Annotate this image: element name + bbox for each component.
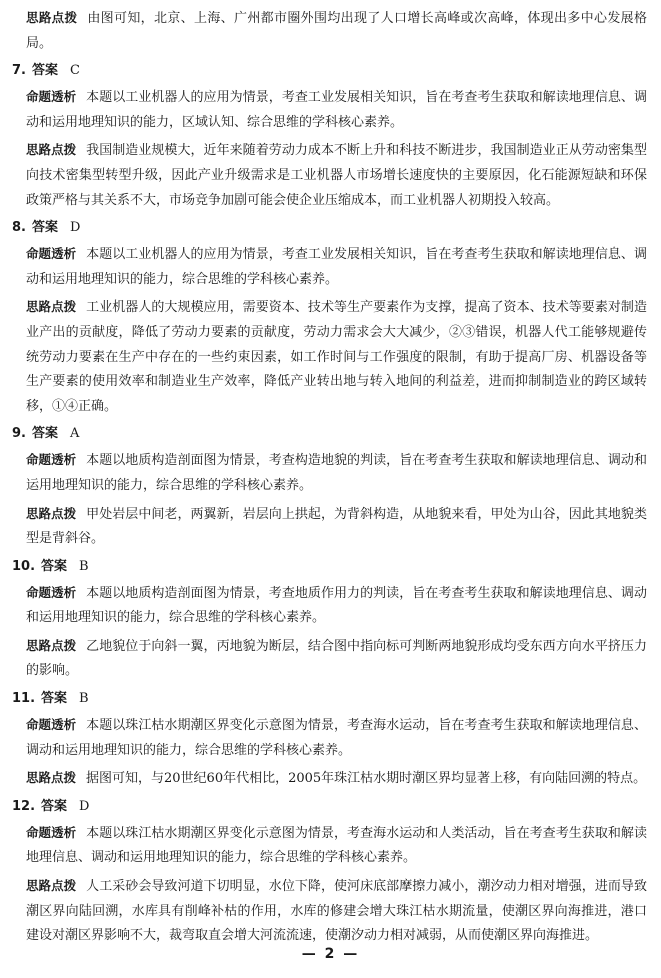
analysis-paragraph	[12, 713, 647, 763]
answer-value: D	[79, 798, 90, 814]
analysis-paragraph	[12, 821, 647, 871]
section-label: 命题透析	[26, 246, 77, 262]
section-text: 工业机器人的大规模应用，需要资本、技术等生产要素作为支撑，提高了资本、技术等要素对制造业产出的贡献度，降低了劳动力要素的贡献度，劳动力需求会大大减少，②③错误，机器人代工能够规避传统劳动力要素在生产中存在的一些约束因素，如工作时间与工作强度的限制，有助于提高厂房、机器设备等生产要素的使用效率和制造业生产效率，降低产业转出地与转入地间的利益差，进而抑制制造业的跨区域转移，①④正确。	[26, 300, 647, 414]
section-label: 命题透析	[26, 824, 77, 840]
page-number: — 2 —	[301, 946, 360, 962]
section-text: 本题以地质构造剖面图为情景，考查地质作用力的判读，旨在考查考生获取和解读地理信息、调动和运用地理知识的能力，综合思维的学科核心素养。	[26, 585, 647, 626]
hint-paragraph	[12, 634, 647, 684]
section-label: 思路点拨	[26, 637, 77, 653]
section-label: 思路点拨	[26, 142, 77, 158]
section-label: 命题透析	[26, 452, 77, 468]
answer-line	[12, 687, 647, 711]
section-text: 甲处岩层中间老，两翼新，岩层向上拱起，为背斜构造，从地貌来看，甲处为山谷，因此其地貌类型是背斜谷。	[26, 506, 647, 547]
question-item-8	[12, 216, 647, 419]
analysis-paragraph	[12, 581, 647, 631]
answer-label: 答案	[31, 63, 58, 79]
section-text: 由图可知，北京、上海、广州都市圈外围均出现了人口增长高峰或次高峰，体现出多中心发展格局。	[26, 11, 647, 51]
section-label: 思路点拨	[26, 299, 77, 315]
analysis-paragraph	[12, 85, 647, 135]
question-number: 7.	[12, 63, 26, 79]
question-item-10	[12, 555, 647, 684]
hint-paragraph	[12, 766, 647, 792]
top-paragraph	[12, 6, 647, 56]
hint-paragraph	[12, 138, 647, 213]
analysis-paragraph	[12, 242, 647, 292]
section-text: 据图可知，与20世纪60年代相比，2005年珠江枯水期时潮区界均显著上移，有向陆回溯的特点。	[86, 771, 647, 787]
section-label: 思路点拨	[26, 505, 77, 521]
question-number: 9.	[12, 426, 26, 442]
section-label: 思路点拨	[26, 770, 77, 786]
answer-label: 答案	[31, 220, 58, 236]
answer-line	[12, 555, 647, 579]
hint-paragraph	[12, 502, 647, 552]
section-text: 本题以工业机器人的应用为情景，考查工业发展相关知识，旨在考查考生获取和解读地理信息、调动和运用地理知识的能力，综合思维的学科核心素养。	[26, 247, 647, 287]
question-number: 10.	[12, 558, 36, 574]
hint-paragraph	[12, 874, 647, 949]
section-text: 人工采砂会导致河道下切明显，水位下降，使河床底部摩擦力减小，潮汐动力相对增强，进而导致潮区界向陆回溯，水库具有削峰补枯的作用，水库的修建会增大珠江枯水期流量，使潮区界向海推进，港口建设对潮区界影响不大，裁弯取直会增大河流流速，使潮汐动力相对减弱，从而使潮区界向海推进。	[26, 879, 647, 944]
answer-label: 答案	[41, 558, 68, 574]
hint-paragraph	[12, 295, 647, 419]
answer-value: B	[79, 558, 89, 574]
section-text: 本题以工业机器人的应用为情景，考查工业发展相关知识，旨在考查考生获取和解读地理信息、调动和运用地理知识的能力，区域认知、综合思维的学科核心素养。	[26, 90, 647, 130]
question-item-12	[12, 795, 647, 949]
answer-label: 答案	[41, 691, 68, 707]
section-text: 乙地貌位于向斜一翼，丙地貌为断层，结合图中指向标可判断两地貌形成均受东西方向水平挤压力的影响。	[26, 638, 647, 679]
section-label: 思路点拨	[26, 878, 77, 894]
answer-value: A	[70, 426, 80, 442]
section-text: 本题以地质构造剖面图为情景，考查构造地貌的判读，旨在考查考生获取和解读地理信息、调动和运用地理知识的能力，综合思维的学科核心素养。	[26, 453, 647, 493]
answer-label: 答案	[41, 798, 68, 814]
answer-line	[12, 59, 647, 83]
section-label: 思路点拨	[26, 10, 78, 25]
answer-line	[12, 216, 647, 240]
section-label: 命题透析	[26, 717, 77, 733]
question-item-7	[12, 59, 647, 213]
question-number: 11.	[12, 691, 36, 707]
question-item-11	[12, 687, 647, 792]
section-text: 本题以珠江枯水期潮区界变化示意图为情景，考查海水运动和人类活动，旨在考查考生获取和解读地理信息、调动和运用地理知识的能力，综合思维的学科核心素养。	[26, 825, 647, 866]
answer-value: B	[79, 691, 89, 707]
answer-content	[12, 6, 647, 952]
section-text: 本题以珠江枯水期潮区界变化示意图为情景，考查海水运动，旨在考查考生获取和解读地理信息、调动和运用地理知识的能力，综合思维的学科核心素养。	[26, 718, 647, 758]
answer-value: D	[70, 220, 81, 236]
answer-line	[12, 795, 647, 819]
answer-value: C	[70, 63, 80, 79]
section-text: 我国制造业规模大，近年来随着劳动力成本不断上升和科技不断进步，我国制造业正从劳动密集型向技术密集型转型升级，因此产业升级需求是工业机器人市场增长速度快的主要原因，化石能源短缺和环保政策严格与其关系不大，市场竞争加剧可能会使企业压缩成本，而工业机器人初期投入较高。	[26, 143, 647, 208]
answer-line	[12, 422, 647, 446]
section-label: 命题透析	[26, 89, 77, 105]
analysis-paragraph	[12, 448, 647, 498]
question-item-9	[12, 422, 647, 551]
question-number: 8.	[12, 220, 26, 236]
section-label: 命题透析	[26, 584, 77, 600]
question-number: 12.	[12, 798, 36, 814]
answer-label: 答案	[31, 426, 58, 442]
